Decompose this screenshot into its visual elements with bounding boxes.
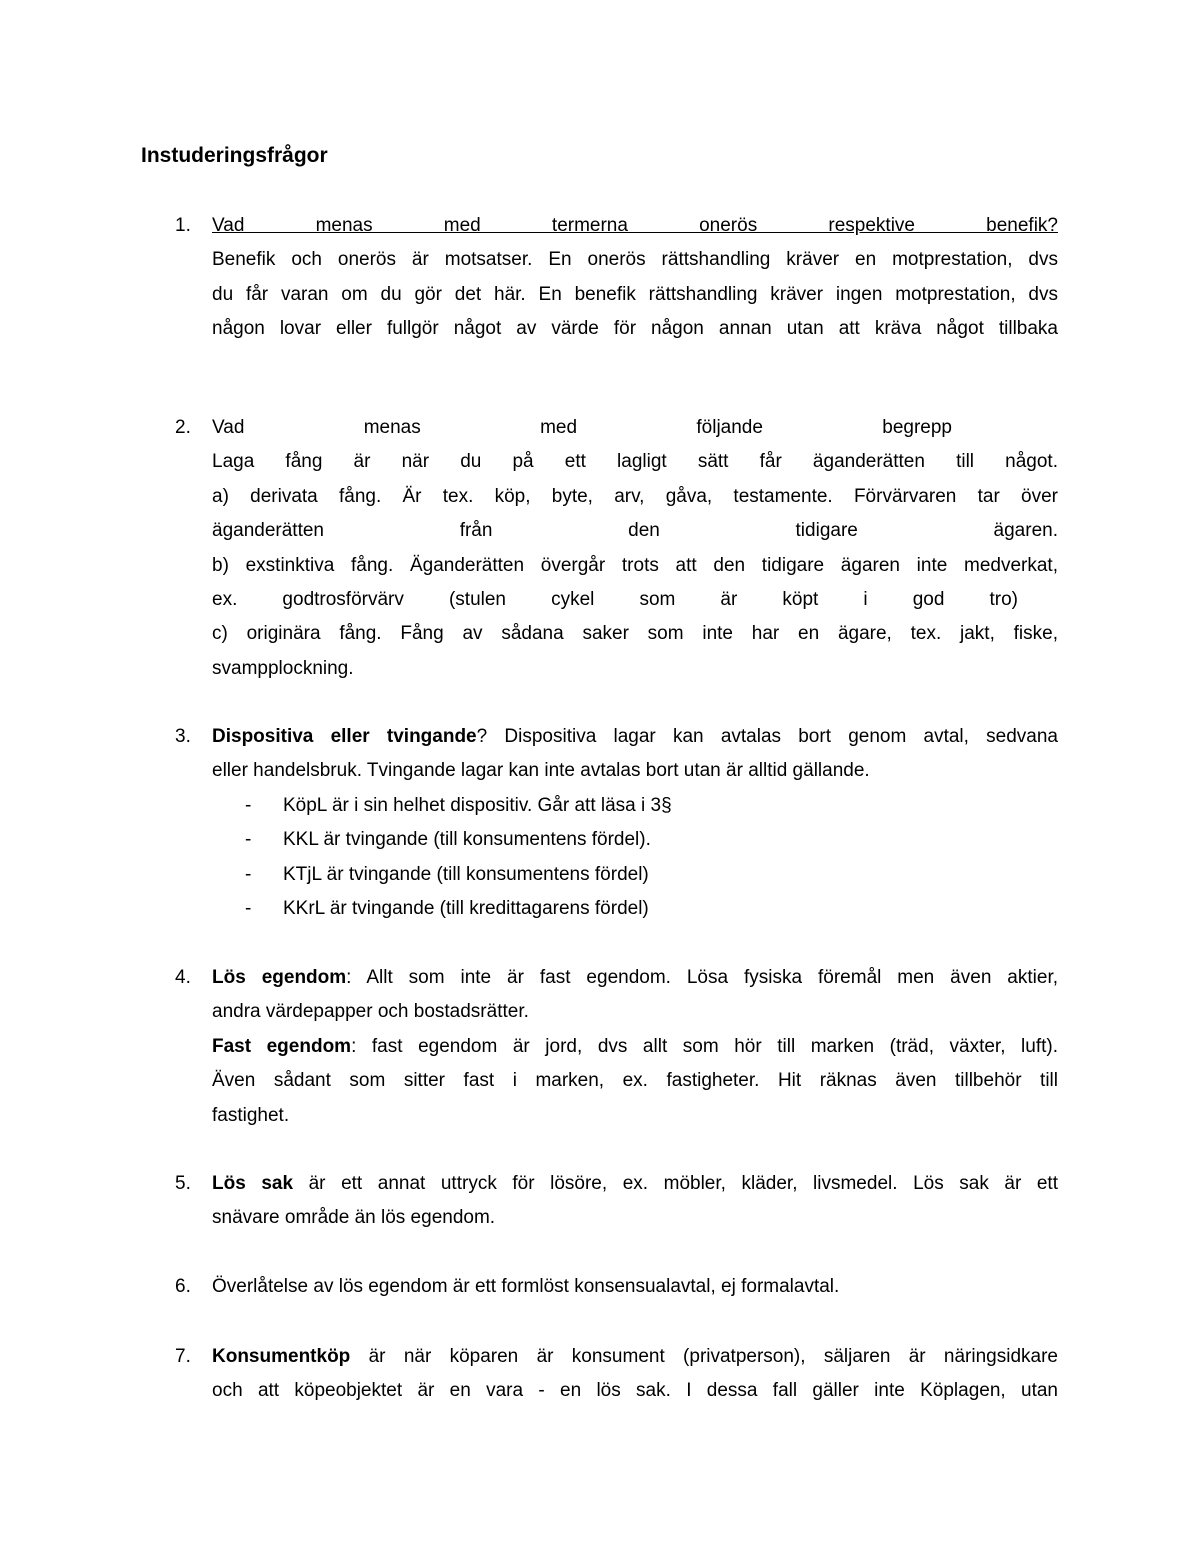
- item-question: Vad menas med termerna onerös respektive benefik?: [212, 215, 1058, 236]
- item-line: fastighet.: [212, 1104, 290, 1126]
- answer-line: svampplockning.: [212, 657, 354, 679]
- page-title: Instuderingsfrågor: [141, 144, 328, 167]
- answer-line: Laga fång är när du på ett lagligt sätt får äganderätten till något.: [212, 451, 1058, 473]
- item-term: Lös egendom: [212, 967, 347, 988]
- item-5: [212, 1167, 1058, 1236]
- item-line: [212, 961, 1058, 995]
- item-text: : Allt som inte är fast egendom. Lösa fysiska föremål men även aktier,: [346, 967, 1059, 988]
- item-line: [212, 720, 1058, 754]
- bullet-text: KTjL är tvingande (till konsumentens fördel): [283, 863, 649, 885]
- item-number: 5.: [175, 1173, 191, 1194]
- item-line: [212, 1030, 1058, 1064]
- answer-line: äganderätten från den tidigare ägaren.: [212, 520, 1058, 542]
- item-2: [212, 445, 1058, 686]
- item-number: 7.: [175, 1346, 191, 1367]
- answer-line: b) exstinktiva fång. Äganderätten övergår trots att den tidigare ägaren inte medverkat,: [212, 554, 1058, 576]
- bullet-dash: -: [245, 794, 252, 816]
- item-2-question-wrap: [212, 411, 952, 445]
- item-line: eller handelsbruk. Tvingande lagar kan inte avtalas bort utan är alltid gällande.: [212, 760, 870, 782]
- item-6: [212, 1270, 1058, 1304]
- item-number: 2.: [175, 417, 191, 438]
- item-7: [212, 1340, 1058, 1409]
- answer-line: a) derivata fång. Är tex. köp, byte, arv, gåva, testamente. Förvärvaren tar över: [212, 485, 1058, 507]
- bullet-text: KKL är tvingande (till konsumentens fördel).: [283, 829, 651, 851]
- item-text: är ett annat uttryck för lösöre, ex. möbler, kläder, livsmedel. Lös sak är ett: [293, 1173, 1058, 1194]
- item-term: Konsumentköp: [212, 1346, 351, 1367]
- bullet-text: KKrL är tvingande (till kredittagarens fördel): [283, 898, 649, 920]
- item-line: snävare område än lös egendom.: [212, 1207, 496, 1229]
- item-4: [212, 961, 1058, 1133]
- item-question: Vad menas med följande begrepp: [212, 417, 952, 438]
- bullet-dash: -: [245, 829, 252, 851]
- item-number: 4.: [175, 967, 191, 988]
- item-line: Även sådant som sitter fast i marken, ex. fastigheter. Hit räknas även tillbehör till: [212, 1070, 1058, 1092]
- item-3: [212, 720, 1058, 926]
- item-text: ? Dispositiva lagar kan avtalas bort genom avtal, sedvana: [476, 726, 1058, 747]
- item-line: [212, 1340, 1058, 1374]
- item-text: är när köparen är konsument (privatperson), säljaren är näringsidkare: [350, 1346, 1058, 1367]
- item-term: Lös sak: [212, 1173, 294, 1194]
- bullet-item: [212, 892, 1058, 926]
- bullet-dash: -: [245, 898, 252, 920]
- item-line: andra värdepapper och bostadsrätter.: [212, 1001, 529, 1023]
- item-1: [212, 209, 1058, 347]
- bullet-text: KöpL är i sin helhet dispositiv. Går att läsa i 3§: [283, 794, 672, 816]
- item-number: 6.: [175, 1276, 191, 1297]
- answer-line: c) originära fång. Fång av sådana saker som inte har en ägare, tex. jakt, fiske,: [212, 623, 1058, 645]
- item-text: : fast egendom är jord, dvs allt som hör till marken (träd, växter, luft).: [351, 1035, 1058, 1057]
- bullet-item: [212, 823, 1058, 857]
- answer-line: ex. godtrosförvärv (stulen cykel som är köpt i god tro): [212, 589, 1018, 611]
- answer-line: du får varan om du gör det här. En benefik rättshandling kräver ingen motprestation, dvs: [212, 283, 1058, 305]
- item-line: [212, 1167, 1058, 1201]
- item-line: och att köpeobjektet är en vara - en lös sak. I dessa fall gäller inte Köplagen, utan: [212, 1380, 1058, 1402]
- item-line: Överlåtelse av lös egendom är ett formlöst konsensualavtal, ej formalavtal.: [212, 1276, 840, 1297]
- item-number: 3.: [175, 726, 191, 747]
- answer-line: Benefik och onerös är motsatser. En onerös rättshandling kräver en motprestation, dvs: [212, 249, 1058, 271]
- item-term: Dispositiva eller tvingande: [212, 726, 477, 747]
- bullet-dash: -: [245, 863, 252, 885]
- bullet-item: [212, 789, 1058, 823]
- item-number: 1.: [175, 215, 191, 236]
- item-term: Fast egendom: [212, 1035, 352, 1057]
- answer-line: någon lovar eller fullgör något av värde för någon annan utan att kräva något tillbaka: [212, 318, 1058, 340]
- bullet-item: [212, 858, 1058, 892]
